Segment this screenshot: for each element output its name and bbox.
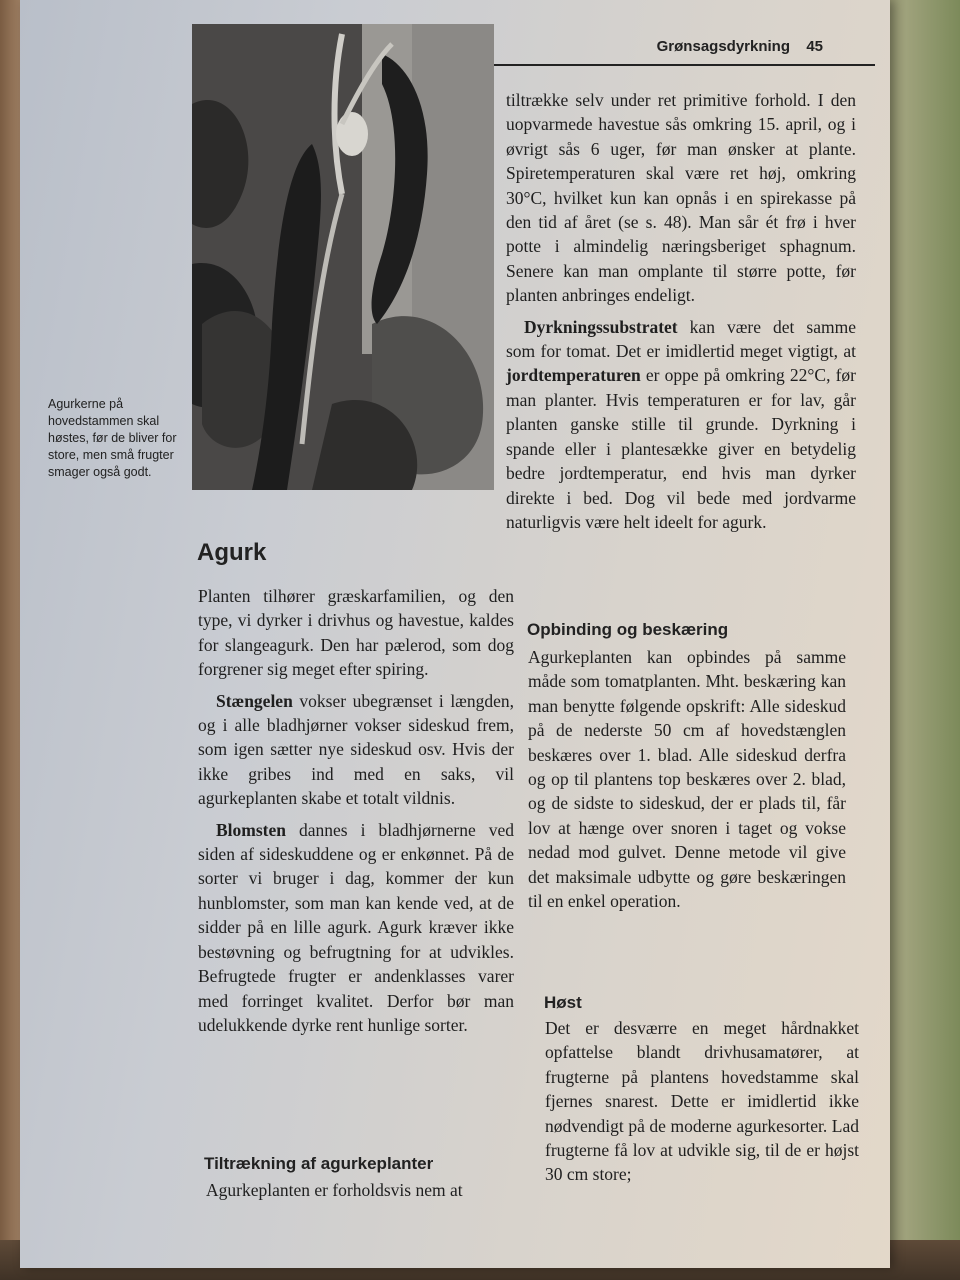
photo-caption: Agurkerne på hovedstammen skal høstes, før de bliver for store, men små frugter smager også godt. (48, 397, 177, 479)
substrate-term: Dyrkningssubstratet (524, 316, 678, 337)
substrate-text-a: kan være det samme som for tomat. Det er imidlertid meget vigtigt, at (506, 316, 856, 362)
cucumber-photo (192, 24, 494, 490)
cultivation-continued: tiltrække selv under ret primitive forhold. I den uopvarmede havestue sås omkring 15. april, og i øvrigt sås 6 uger, før man ønsker at plante. Spiretemperaturen skal være ret høj, omkring 30°C, hvilket kun kan opnås i en spirekasse på den tid af året (se s. 48). Man sår ét frø i hver potte i almindelig næringsberiget sphagnum. Senere kan man omplante til større potte, før planten anbringes endeligt. (506, 90, 856, 306)
harvest-heading: Høst (544, 993, 582, 1012)
article-title: Agurk (197, 539, 267, 566)
page-number: 45 (806, 38, 823, 55)
running-header (485, 36, 875, 66)
training-section (528, 645, 846, 913)
soil-temp-term: jordtemperaturen (506, 365, 641, 386)
cultivation-start (206, 1178, 520, 1202)
stem-paragraph (198, 689, 514, 811)
cultivation-start-text: Agurkeplanten er forholdsvis nem at (206, 1180, 463, 1200)
harvest-text: Det er desværre en meget hårdnakket opfattelse blandt drivhusamatører, at frugterne på plantens hovedstamme skal fjernes snarest. Dette er imidlertid ikke nødvendigt på de moderne agurkesorter. Lad frugterne få lov at udvikle sig, til de er højst 30 cm store; (545, 1018, 859, 1185)
training-heading: Opbinding og beskæring (527, 620, 729, 639)
right-column (506, 88, 856, 534)
flower-paragraph (198, 818, 514, 1038)
stem-text: vokser ubegrænset i længden, og i alle bladhjørner vokser sideskud frem, som igen sætter nye sideskud osv. Hvis der ikke gribes ind med en saks, vil agurkeplanten skabe et totalt vildnis. (198, 690, 514, 809)
flower-term: Blomsten (216, 819, 286, 840)
flower-text: dannes i bladhjørnerne ved siden af sideskuddene og er enkønnet. På de sorter vi bruger i dag, kommer der kun hunblomster, som man kan kende ved, at de sidder på en lille agurk. Agurk kræver ikke bestøvning og befrugtning for at udvikles. Befrugtede frugter er andenklasses varer med forringet kvalitet. Derfor bør man udelukkende dyrke rent hunlige sorter. (198, 819, 514, 1035)
cultivation-heading: Tiltrækning af agurkeplanter (204, 1154, 434, 1173)
intro-paragraph: Planten tilhører græskarfamilien, og den type, vi dyrker i drivhus og havestue, kaldes for slangeagurk. Den har pælerod, som dog forgrener sig meget efter spiring. (198, 586, 514, 680)
header-title: Grønsagsdyrkning (656, 38, 790, 55)
substrate-text-b: er oppe på omkring 22°C, før man planter. Hvis temperaturen er for lav, går planten ganske stille til grunde. Dyrkning i spande eller i plantesække giver en betydelig bedre jordtemperatur, end hvis man dyrker direkte i bed. Dog vil bede med jordvarme naturligvis være helt ideelt for agurk. (506, 365, 856, 532)
left-column (198, 584, 514, 1037)
harvest-section (545, 1016, 859, 1187)
training-text: Agurkeplanten kan opbindes på samme måde som tomatplanten. Mht. beskæring kan man benytte følgende opskrift: Alle sideskud på de nederste 50 cm af hovedstænglen beskæres over 1. blad. Alle sideskud derfra og op til plantens top beskæres over 2. blad, og de sidste to sideskud, der er plads til, får lov at hænge over snoren i taget og vokse nedad mod gulvet. Denne metode vil give det maksimale udbytte og gøre beskæringen til en enkel operation. (528, 647, 846, 912)
substrate-paragraph (506, 315, 856, 535)
stem-term: Stængelen (216, 690, 293, 711)
